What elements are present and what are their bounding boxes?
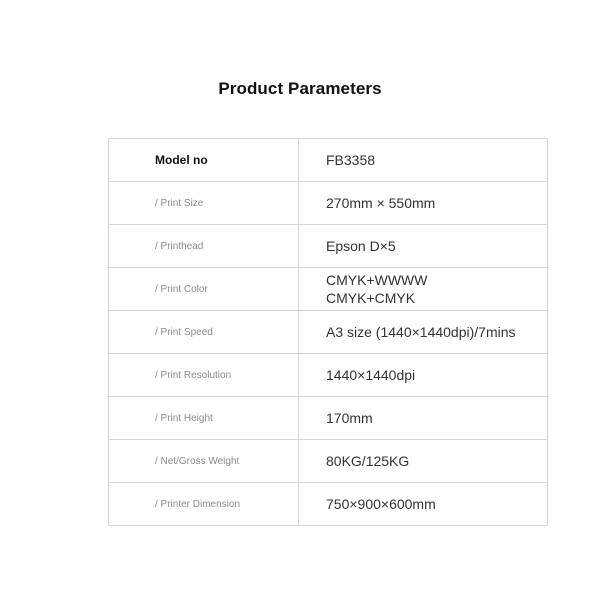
- model-value: FB3358: [299, 139, 548, 182]
- page-title: Product Parameters: [218, 79, 382, 98]
- printhead-value: Epson D×5: [299, 225, 548, 268]
- table-row-print-resolution: [109, 354, 548, 397]
- print-color-value: [299, 268, 548, 311]
- printhead-label: / Printhead: [109, 225, 299, 268]
- print-color-label: / Print Color: [109, 268, 299, 311]
- print-speed-label: / Print Speed: [109, 311, 299, 354]
- dimension-value: 750×900×600mm: [299, 483, 548, 526]
- weight-value: 80KG/125KG: [299, 440, 548, 483]
- table-row-print-height: [109, 397, 548, 440]
- print-resolution-label: / Print Resolution: [109, 354, 299, 397]
- model-label: Model no: [109, 139, 299, 182]
- print-height-value: 170mm: [299, 397, 548, 440]
- print-resolution-value: 1440×1440dpi: [299, 354, 548, 397]
- table-row-model: [109, 139, 548, 182]
- print-speed-value: A3 size (1440×1440dpi)/7mins: [299, 311, 548, 354]
- print-size-value: 270mm × 550mm: [299, 182, 548, 225]
- print-color-line-1: CMYK+WWWW: [326, 272, 428, 288]
- print-color-line-2: CMYK+CMYK: [326, 290, 416, 306]
- print-height-label: / Print Height: [109, 397, 299, 440]
- table-row-print-color: [109, 268, 548, 311]
- parameters-table: [108, 138, 548, 526]
- print-size-label: / Print Size: [109, 182, 299, 225]
- dimension-label: / Printer Dimension: [109, 483, 299, 526]
- table-row-weight: [109, 440, 548, 483]
- table-row-printhead: [109, 225, 548, 268]
- table-row-print-speed: [109, 311, 548, 354]
- table-row-dimension: [109, 483, 548, 526]
- table-row-print-size: [109, 182, 548, 225]
- weight-label: / Net/Gross Weight: [109, 440, 299, 483]
